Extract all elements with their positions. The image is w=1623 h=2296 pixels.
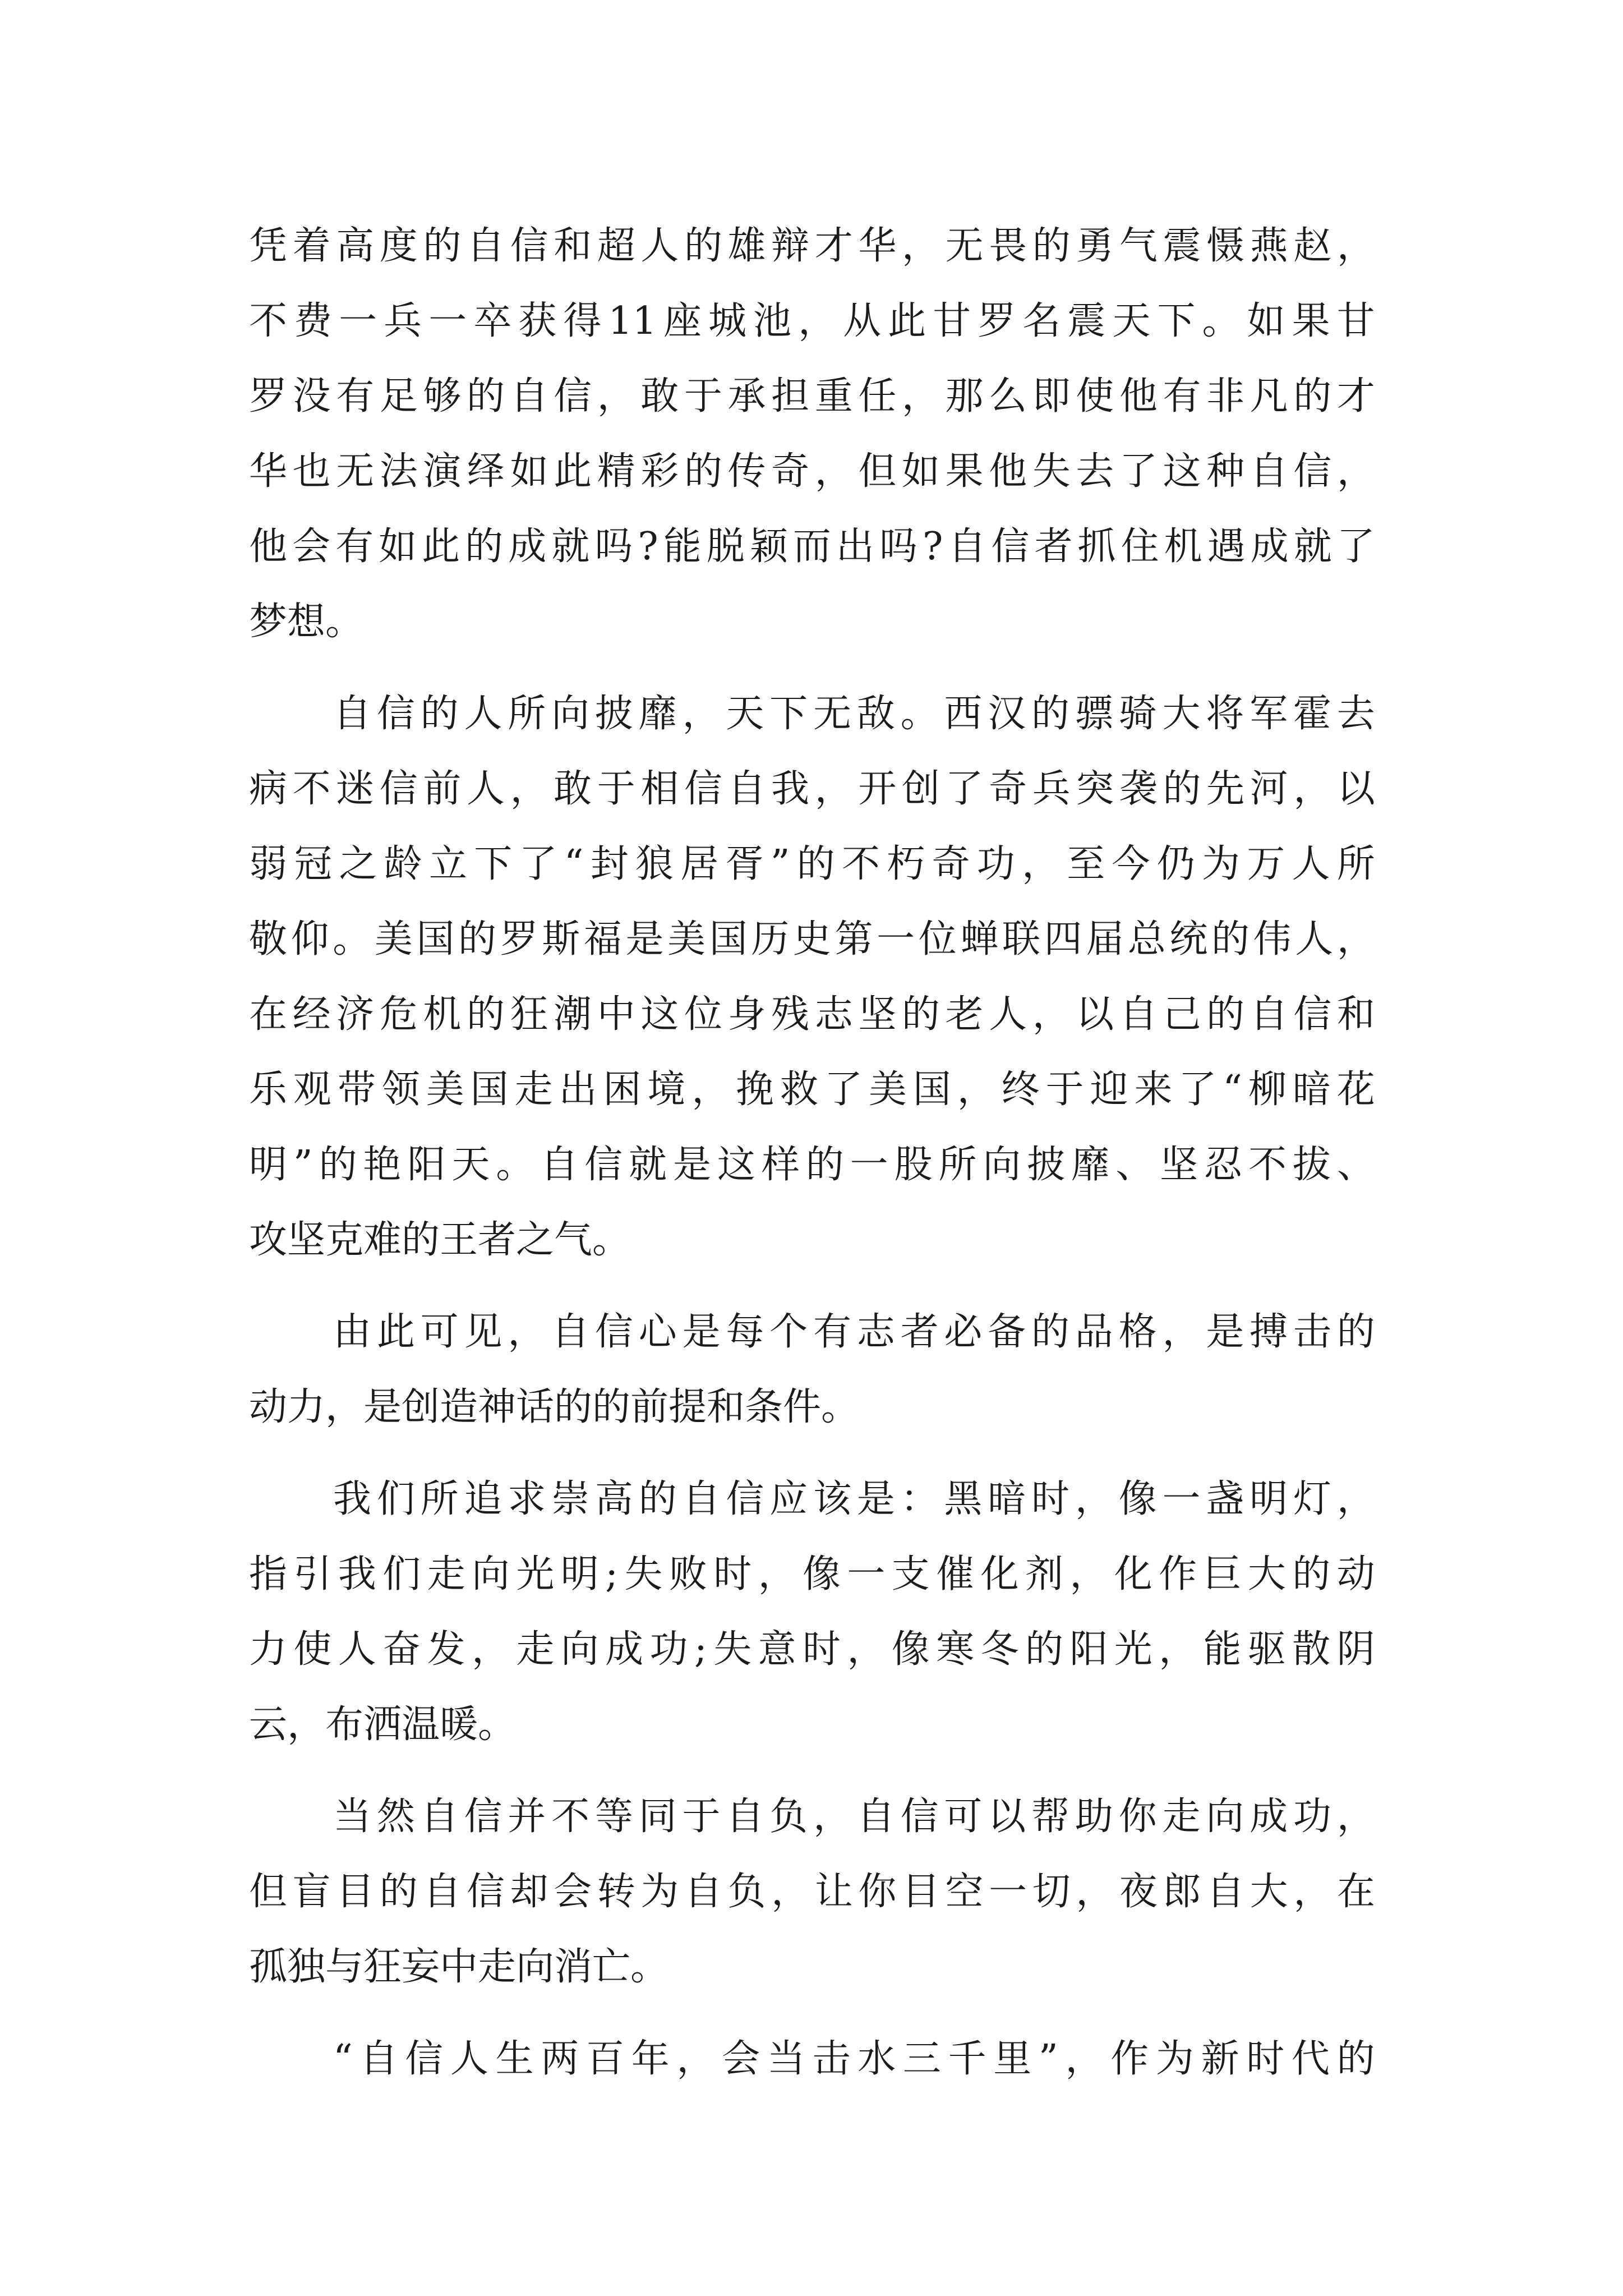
text-line: 凭 着 高 度 的 自 信 和 超 人 的 雄 辩 才 华 ， 无 畏 的 勇 气 震 慑 燕 赵 ， <box>249 224 1375 268</box>
text-line: 孤独与狂妄中走向消亡。 <box>249 1945 669 1989</box>
paragraph-gap <box>249 1278 1375 1295</box>
text-line: 罗 没 有 足 够 的 自 信 ， 敢 于 承 担 重 任 ， 那 么 即 使 他 有 非 凡 的 才 <box>249 374 1375 418</box>
text-line: 他 会 有 如 此 的 成 就 吗 ? 能 脱 颖 而 出 吗 ? 自 信 者 抓 住 机 遇 成 就 了 <box>249 524 1375 569</box>
text-line: 明 ” 的 艳 阳 天 。 自 信 就 是 这 样 的 一 股 所 向 披 靡 、 坚 忍 不 拔 、 <box>249 1143 1375 1187</box>
paragraph <box>249 1295 1375 1445</box>
text-line: 病 不 迷 信 前 人 ， 敢 于 相 信 自 我 ， 开 创 了 奇 兵 突 袭 的 先 河 ， 以 <box>249 767 1375 811</box>
text-line: 敬 仰 。 美 国 的 罗 斯 福 是 美 国 历 史 第 一 位 蝉 联 四 届 总 统 的 伟 人 ， <box>249 917 1375 961</box>
text-line: 但 盲 目 的 自 信 却 会 转 为 自 负 ， 让 你 目 空 一 切 ， 夜 郎 自 大 ， 在 <box>249 1870 1375 1914</box>
document-body <box>249 209 1375 2097</box>
text-line: 华 也 无 法 演 绎 如 此 精 彩 的 传 奇 ， 但 如 果 他 失 去 了 这 种 自 信 ， <box>249 449 1375 494</box>
text-line: 在 经 济 危 机 的 狂 潮 中 这 位 身 残 志 坚 的 老 人 ， 以 自 己 的 自 信 和 <box>249 992 1375 1037</box>
text-line: 攻坚克难的王者之气。 <box>249 1218 631 1262</box>
text-line: 当 然 自 信 并 不 等 同 于 自 负 ， 自 信 可 以 帮 助 你 走 向 成 功 ， <box>333 1795 1375 1839</box>
text-line: 乐 观 带 领 美 国 走 出 困 境 ， 挽 救 了 美 国 ， 终 于 迎 来 了 “ 柳 暗 花 <box>249 1068 1375 1112</box>
text-line: 不 费 一 兵 一 卒 获 得 11 座 城 池 ， 从 此 甘 罗 名 震 天 下 。 如 果 甘 <box>249 299 1375 343</box>
paragraph-gap <box>249 2005 1375 2022</box>
paragraph <box>249 677 1375 1278</box>
text-line: 我 们 所 追 求 崇 高 的 自 信 应 该 是 ： 黑 暗 时 ， 像 一 盏 明 灯 ， <box>333 1477 1375 1521</box>
text-line: 动力，是创造神话的的前提和条件。 <box>249 1385 860 1429</box>
paragraph <box>249 2022 1375 2097</box>
paragraph <box>249 209 1375 660</box>
text-line: 力 使 人 奋 发 ， 走 向 成 功 ; 失 意 时 ， 像 寒 冬 的 阳 光 ， 能 驱 散 阴 <box>249 1627 1375 1672</box>
text-line: 云，布洒温暖。 <box>249 1703 517 1747</box>
text-line: 弱 冠 之 龄 立 下 了 “ 封 狼 居 胥 ” 的 不 朽 奇 功 ， 至 今 仍 为 万 人 所 <box>249 842 1375 886</box>
text-line: 指 引 我 们 走 向 光 明 ; 失 败 时 ， 像 一 支 催 化 剂 ， 化 作 巨 大 的 动 <box>249 1552 1375 1596</box>
text-line: 自 信 的 人 所 向 披 靡 ， 天 下 无 敌 。 西 汉 的 骠 骑 大 将 军 霍 去 <box>333 692 1375 736</box>
text-line: 梦想。 <box>249 600 364 644</box>
paragraph-gap <box>249 1445 1375 1462</box>
paragraph <box>249 1779 1375 2005</box>
text-line: “ 自 信 人 生 两 百 年 ， 会 当 击 水 三 千 里 ” ， 作 为 新 时 代 的 <box>333 2037 1375 2081</box>
paragraph <box>249 1462 1375 1763</box>
text-line: 由 此 可 见 ， 自 信 心 是 每 个 有 志 者 必 备 的 品 格 ， 是 搏 击 的 <box>333 1310 1375 1354</box>
paragraph-gap <box>249 1763 1375 1779</box>
paragraph-gap <box>249 660 1375 677</box>
